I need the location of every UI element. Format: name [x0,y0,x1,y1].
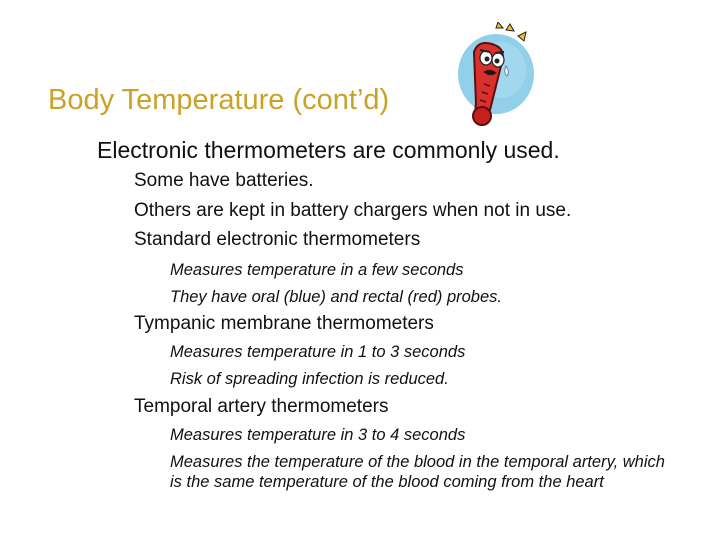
standard-detail-probes: They have oral (blue) and rectal (red) probes. [170,288,502,306]
sick-thermometer-icon [440,22,540,132]
tympanic-detail-infection: Risk of spreading infection is reduced. [170,370,449,388]
temporal-detail-blood: Measures the temperature of the blood in the temporal artery, which is the same temperature of the blood coming from the heart [170,453,665,491]
tympanic-detail-speed: Measures temperature in 1 to 3 seconds [170,343,466,361]
slide-title: Body Temperature (cont’d) [48,84,390,116]
temporal-detail-speed: Measures temperature in 3 to 4 seconds [170,426,466,444]
sub-item-temporal: Temporal artery thermometers [134,396,389,417]
sub-item-standard: Standard electronic thermometers [134,229,421,250]
standard-detail-speed: Measures temperature in a few seconds [170,261,464,279]
sub-item-batteries: Some have batteries. [134,170,314,191]
sub-item-chargers: Others are kept in battery chargers when not in use. [134,200,572,221]
main-bullet: Electronic thermometers are commonly used. [97,137,560,163]
sub-item-tympanic: Tympanic membrane thermometers [134,313,434,334]
